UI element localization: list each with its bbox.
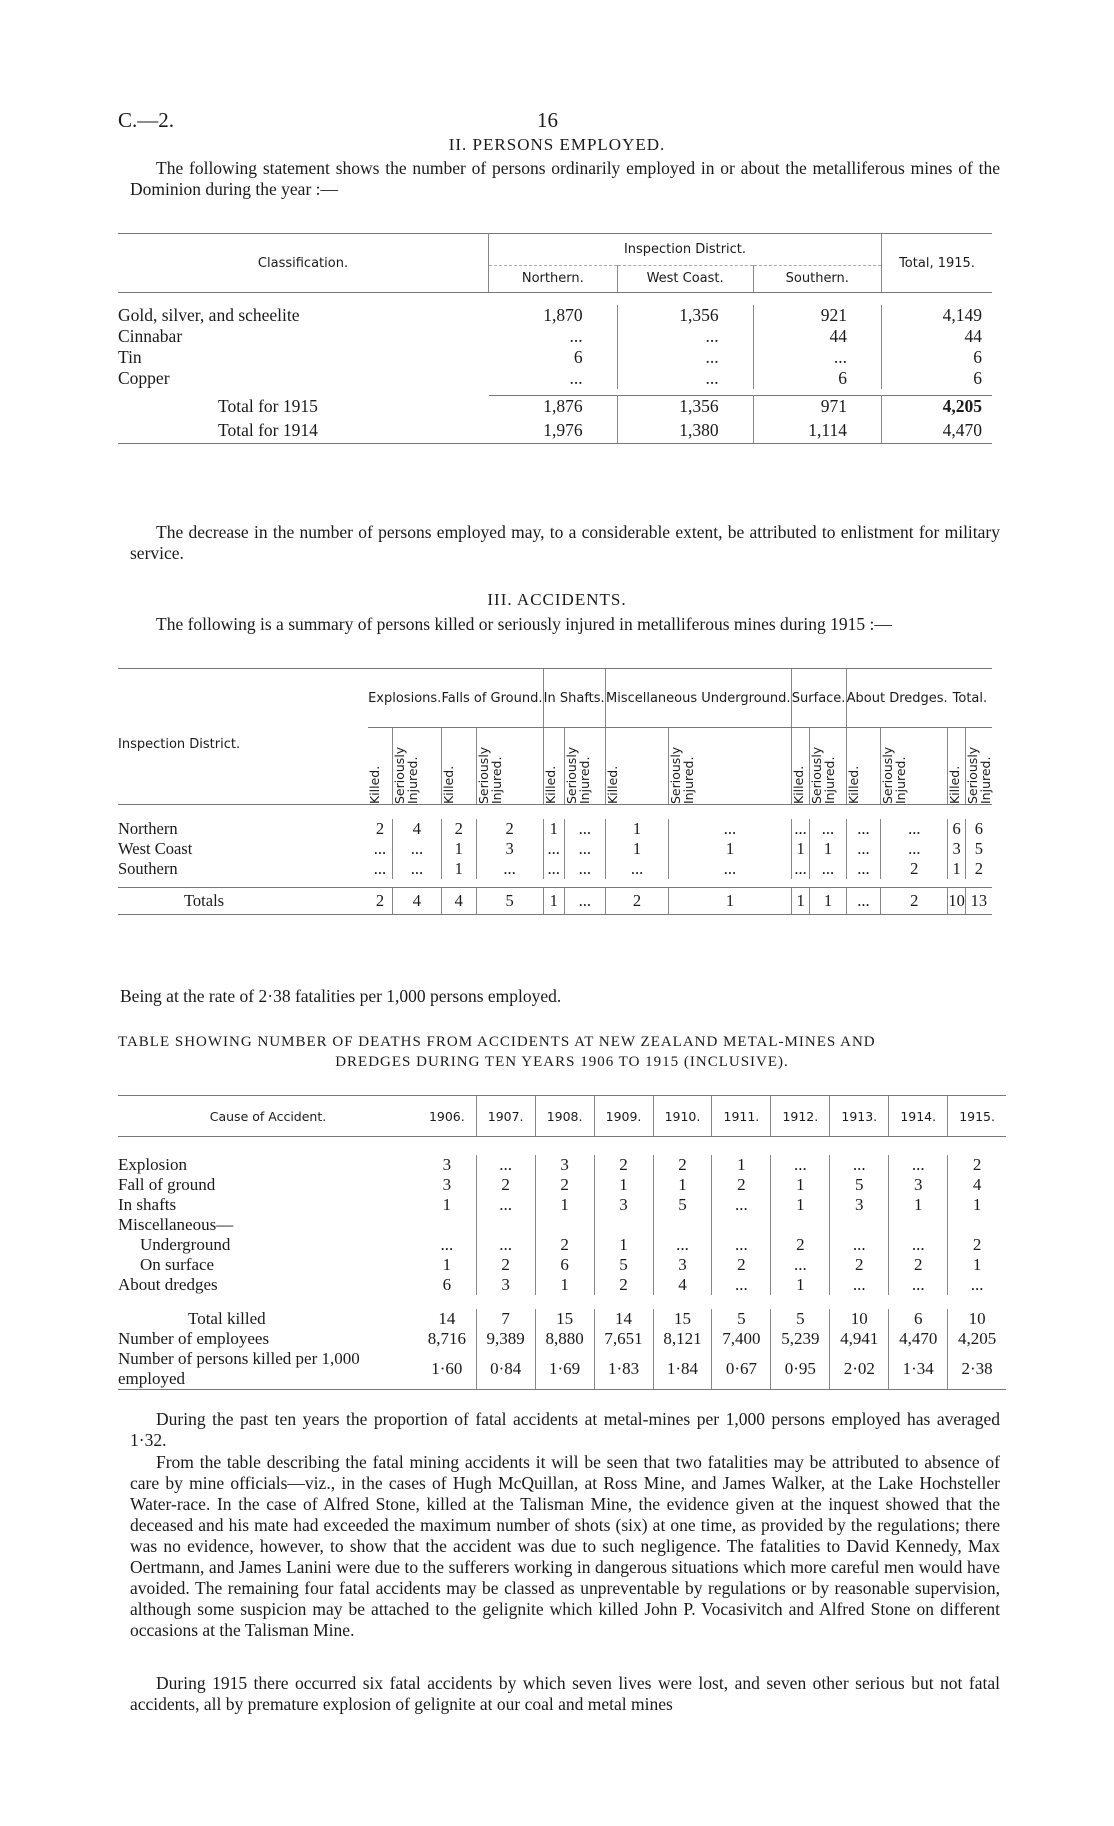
cell <box>535 1215 594 1235</box>
cell: 1 <box>712 1155 771 1175</box>
col-northern: Northern. <box>489 265 618 292</box>
cell <box>476 1215 535 1235</box>
cell: ... <box>564 888 605 915</box>
cell: 6 <box>535 1255 594 1275</box>
cell: 1·34 <box>889 1349 948 1390</box>
cell-total: 6 <box>973 347 982 367</box>
cell: 1 <box>441 839 476 859</box>
deaths-table <box>118 1095 1006 1390</box>
cell: 5 <box>965 839 992 859</box>
cell: 1 <box>669 888 791 915</box>
cell: 1 <box>594 1235 653 1255</box>
cell: ... <box>653 1235 712 1255</box>
cell: 4 <box>392 888 441 915</box>
row-label: Tin <box>118 347 142 367</box>
row-label: Fall of ground <box>118 1175 216 1194</box>
table-row-total <box>118 417 992 444</box>
table-row <box>118 839 992 859</box>
cell: 4,941 <box>830 1329 889 1349</box>
row-label: About dredges <box>118 1275 218 1294</box>
cell: 2 <box>712 1255 771 1275</box>
cell: ... <box>543 839 564 859</box>
cell-westcoast: ... <box>617 368 753 389</box>
cell: 6 <box>889 1309 948 1329</box>
cell-northern: ... <box>489 326 618 347</box>
cell <box>712 1215 771 1235</box>
cell: 2 <box>535 1175 594 1195</box>
subcol-killed: Killed. <box>368 728 392 805</box>
cell: 1 <box>948 859 966 879</box>
cell: 2 <box>830 1255 889 1275</box>
table-row-total-killed <box>118 1309 1006 1329</box>
row-label: Totals <box>118 888 368 915</box>
col-inspection-district: Inspection District. <box>489 234 882 266</box>
col-in-shafts: In Shafts. <box>543 669 605 728</box>
cell: 7 <box>476 1309 535 1329</box>
table-row-employees <box>118 1329 1006 1349</box>
cell: 2 <box>594 1275 653 1295</box>
table-row <box>118 368 992 389</box>
row-label: In shafts <box>118 1195 177 1214</box>
cell: 1 <box>605 819 668 839</box>
fatality-rate: Being at the rate of 2·38 fatalities per 1,000 persons employed. <box>120 986 562 1006</box>
cell-total: 4,149 <box>942 305 982 325</box>
subcol-injured: Seriously Injured. <box>392 728 441 805</box>
section3-intro: The following is a summary of persons killed or seriously injured in metalliferous mines during 1915 :— <box>156 614 892 634</box>
cell: 15 <box>535 1309 594 1329</box>
cell <box>771 1215 830 1235</box>
cell: ... <box>889 1155 948 1175</box>
cell: 3 <box>653 1255 712 1275</box>
cell: 2 <box>441 819 476 839</box>
cell: 4 <box>948 1175 1006 1195</box>
cell: 3 <box>594 1195 653 1215</box>
table-row-per-thousand <box>118 1349 1006 1390</box>
table-row <box>118 305 992 326</box>
row-label: Cinnabar <box>118 326 183 346</box>
cell: 3 <box>476 1275 535 1295</box>
table-row <box>118 1235 1006 1255</box>
col-westcoast: West Coast. <box>617 265 753 292</box>
cell: 2 <box>375 819 385 838</box>
cell: 1 <box>669 839 791 859</box>
cell: 1 <box>948 1195 1006 1215</box>
cell-southern: 971 <box>753 396 881 418</box>
cell: 1·60 <box>418 1349 476 1390</box>
cell <box>653 1215 712 1235</box>
section-heading-accidents: III. ACCIDENTS. <box>487 590 627 609</box>
cell-westcoast: 1,356 <box>617 305 753 326</box>
cell-northern: 1,976 <box>489 417 618 444</box>
cell: 1 <box>948 1255 1006 1275</box>
cell: 2 <box>476 1175 535 1195</box>
section2-intro: The following statement shows the number of persons ordinarily employed in or about the metalliferous mines of the Dominion during the year :— <box>130 158 1000 199</box>
table-row <box>118 1215 1006 1235</box>
table-row <box>118 1255 1006 1275</box>
col-explosions: Explosions. <box>368 669 441 728</box>
cell: 8,716 <box>427 1329 466 1348</box>
cell: 1 <box>535 1195 594 1215</box>
cell: ... <box>830 1235 889 1255</box>
table-row <box>118 326 992 347</box>
cell: ... <box>543 859 564 879</box>
cell: ... <box>830 1275 889 1295</box>
cell-westcoast: ... <box>617 347 753 368</box>
cell: 2 <box>881 859 948 879</box>
cell-total: 4,205 <box>882 396 993 418</box>
cell: 1 <box>791 839 810 859</box>
cell: 1 <box>791 888 810 915</box>
row-label: Number of employees <box>118 1329 270 1348</box>
cell: 5 <box>653 1195 712 1215</box>
cell: 4,470 <box>889 1329 948 1349</box>
cell: 1 <box>535 1275 594 1295</box>
table-row <box>118 1175 1006 1195</box>
deaths-table-body <box>118 1155 1006 1390</box>
cell: 0·67 <box>712 1349 771 1390</box>
cell: 10 <box>948 1309 1006 1329</box>
cell: 3 <box>535 1155 594 1175</box>
cell: 2 <box>948 1155 1006 1175</box>
cell: ... <box>771 1255 830 1275</box>
row-label: Underground <box>140 1235 231 1254</box>
cell: ... <box>373 859 387 878</box>
cell: ... <box>476 1235 535 1255</box>
cell: ... <box>810 859 846 879</box>
col-total: Total. <box>948 669 992 728</box>
cell: ... <box>881 839 948 859</box>
cell: 9,389 <box>476 1329 535 1349</box>
cell: 3 <box>948 839 966 859</box>
row-label: Gold, silver, and scheelite <box>118 305 300 325</box>
col-southern: Southern. <box>753 265 881 292</box>
cell: 2 <box>653 1155 712 1175</box>
cell-southern: 1,114 <box>753 417 881 444</box>
cell: 2 <box>535 1235 594 1255</box>
cell: 0·95 <box>771 1349 830 1390</box>
col-district <box>118 669 368 805</box>
cell: ... <box>712 1235 771 1255</box>
cell: 5 <box>594 1255 653 1275</box>
cell: 14 <box>438 1309 456 1328</box>
cell: 5 <box>830 1175 889 1195</box>
deaths-table-title-line2: DREDGES DURING TEN YEARS 1906 TO 1915 (INCLUSIVE). <box>335 1054 789 1070</box>
cell: ... <box>440 1235 454 1254</box>
cell-total: 44 <box>964 326 982 346</box>
cell: 8,880 <box>535 1329 594 1349</box>
cell: 1·84 <box>653 1349 712 1390</box>
col-year: 1906. <box>418 1096 476 1137</box>
cell: 2 <box>476 1255 535 1275</box>
cell: 2 <box>948 1235 1006 1255</box>
cell: 2 <box>712 1175 771 1195</box>
subcol-killed: Killed. <box>441 728 476 805</box>
col-year: 1908. <box>535 1096 594 1137</box>
table-row <box>118 347 992 368</box>
row-label: Northern <box>118 819 178 838</box>
cell: ... <box>846 888 881 915</box>
cell: 1 <box>810 888 846 915</box>
table-row <box>118 819 992 839</box>
deaths-table-title-line1: TABLE SHOWING NUMBER OF DEATHS FROM ACCIDENTS AT NEW ZEALAND METAL-MINES AND <box>118 1034 876 1050</box>
col-year: 1907. <box>476 1096 535 1137</box>
cell-westcoast: 1,380 <box>617 417 753 444</box>
col-year: 1913. <box>830 1096 889 1137</box>
cell: 7,400 <box>712 1329 771 1349</box>
cell: ... <box>392 839 441 859</box>
closing-para-3: During 1915 there occurred six fatal accidents by which seven lives were lost, and seven other serious but not fatal accidents, all by premature explosion of gelignite at our coal and metal mines <box>130 1673 1000 1714</box>
cell: 1 <box>771 1175 830 1195</box>
cell: 1 <box>810 839 846 859</box>
cell: 5 <box>476 888 543 915</box>
persons-employed-table <box>118 233 992 444</box>
cell: ... <box>830 1155 889 1175</box>
col-total-1915: Total, 1915. <box>882 234 993 293</box>
row-label: West Coast <box>118 839 193 858</box>
cell-southern: 44 <box>753 326 881 347</box>
cell: ... <box>476 1195 535 1215</box>
cell: 1 <box>653 1175 712 1195</box>
cell: 3 <box>476 839 543 859</box>
cell <box>830 1215 889 1235</box>
subcol-injured: Seriously Injured. <box>564 728 605 805</box>
cell-northern: 1,876 <box>489 396 618 418</box>
cell <box>594 1215 653 1235</box>
table-row-total <box>118 888 992 915</box>
table-row <box>118 1155 1006 1175</box>
cell: ... <box>476 859 543 879</box>
col-year: 1911. <box>712 1096 771 1137</box>
cell: ... <box>564 839 605 859</box>
row-label: On surface <box>140 1255 215 1274</box>
cell: 2 <box>368 888 392 915</box>
cell: 6 <box>965 819 992 839</box>
subcol-injured: Seriously Injured. <box>669 728 791 805</box>
cell: ... <box>889 1235 948 1255</box>
col-about-dredges: About Dredges. <box>846 669 948 728</box>
page-number: 16 <box>537 108 558 132</box>
cell: 10 <box>948 888 966 915</box>
cell: ... <box>605 859 668 879</box>
col-year: 1914. <box>889 1096 948 1137</box>
row-label: Total for 1915 <box>218 395 318 416</box>
cell: 5 <box>771 1309 830 1329</box>
cell: 1 <box>442 1255 452 1274</box>
cell: ... <box>791 819 810 839</box>
row-label: Total killed <box>188 1309 266 1328</box>
cell: 14 <box>594 1309 653 1329</box>
table-row <box>118 1275 1006 1295</box>
page-ref: C.—2. <box>118 108 175 132</box>
subcol-killed: Killed. <box>605 728 668 805</box>
deaths-table-title <box>118 1032 1006 1072</box>
cell: ... <box>889 1275 948 1295</box>
cell: 2·02 <box>830 1349 889 1390</box>
cell: 4 <box>653 1275 712 1295</box>
col-classification: Classification. <box>118 234 489 293</box>
cell: 6 <box>442 1275 452 1294</box>
col-year: 1912. <box>771 1096 830 1137</box>
cell-northern: 1,870 <box>489 305 618 326</box>
cell: ... <box>712 1275 771 1295</box>
table-row <box>118 859 992 879</box>
cell: 2 <box>881 888 948 915</box>
cell: ... <box>373 839 387 858</box>
subcol-killed: Killed. <box>791 728 810 805</box>
section-heading-persons-employed: II. PERSONS EMPLOYED. <box>448 135 666 154</box>
subcol-killed: Killed. <box>846 728 881 805</box>
subcol-injured: Seriously Injured. <box>881 728 948 805</box>
row-label: Southern <box>118 859 178 878</box>
cell <box>418 1215 476 1235</box>
cell <box>948 1215 1006 1235</box>
cell: 3 <box>830 1195 889 1215</box>
subcol-killed: Killed. <box>543 728 564 805</box>
cell: 15 <box>653 1309 712 1329</box>
cell: 3 <box>442 1155 452 1174</box>
cell-southern: 6 <box>753 368 881 389</box>
table-row-total <box>118 396 992 418</box>
cell: ... <box>771 1155 830 1175</box>
cell: 6 <box>948 819 966 839</box>
closing-para-2: From the table describing the fatal mining accidents it will be seen that two fatalities may be attributed to absence of care by mine officials—viz., in the cases of Hugh McQuillan, at Ross Mine, and James Walker, at the Lake Hochsteller Water-race. In the case of Alfred Stone, killed at the Talisman Mine, the evidence given at the inquest showed that the deceased and his mate had exceeded the maximum number of shots (six) at one time, as provided by the regulations; there was no evidence, however, to show that the accident was due to such negligence. The fatalities to David Kennedy, Max Oertmann, and James Lanini were due to the sufferers working in dangerous situations which more careful men would have avoided. The remaining four fatal accidents may be classed as unpreventable by regulations or by reasonable supervision, although some suspicion may be attached to the gelignite which killed John P. Vocasivitch and Alfred Stone on different occasions at the Talisman Mine. <box>130 1452 1000 1640</box>
row-label: Explosion <box>118 1155 187 1174</box>
cell: ... <box>948 1275 1006 1295</box>
cell: ... <box>564 819 605 839</box>
section2-note: The decrease in the number of persons employed may, to a considerable extent, be attributed to enlistment for military service. <box>130 522 1000 563</box>
cell: ... <box>476 1155 535 1175</box>
accidents-table <box>118 668 992 915</box>
cell: 1 <box>605 839 668 859</box>
cell: 13 <box>965 888 992 915</box>
cell-westcoast: 1,356 <box>617 396 753 418</box>
row-label: Total for 1914 <box>118 417 489 444</box>
cell: 4,205 <box>948 1329 1006 1349</box>
cell: 2 <box>771 1235 830 1255</box>
cell: 10 <box>830 1309 889 1329</box>
cell: ... <box>669 859 791 879</box>
cell: 8,121 <box>653 1329 712 1349</box>
cell-westcoast: ... <box>617 326 753 347</box>
cell: 4 <box>392 819 441 839</box>
col-misc-underground: Miscellaneous Underground. <box>605 669 791 728</box>
cell: 3 <box>442 1175 452 1194</box>
cell: 1 <box>771 1275 830 1295</box>
subcol-injured: Seriously Injured. <box>476 728 543 805</box>
row-label: Miscellaneous— <box>118 1215 234 1234</box>
cell: ... <box>669 819 791 839</box>
cell-total: 6 <box>973 368 982 388</box>
cell-northern: 6 <box>489 347 618 368</box>
cell: 1 <box>889 1195 948 1215</box>
col-surface: Surface. <box>791 669 846 728</box>
cell: 2·38 <box>948 1349 1006 1390</box>
cell: 5,239 <box>771 1329 830 1349</box>
cell: 1·69 <box>535 1349 594 1390</box>
col-falls-of-ground: Falls of Ground. <box>441 669 543 728</box>
cell: ... <box>846 819 881 839</box>
cell: ... <box>810 819 846 839</box>
col-year: 1909. <box>594 1096 653 1137</box>
cell-southern: 921 <box>753 305 881 326</box>
cell: ... <box>392 859 441 879</box>
col-cause: Cause of Accident. <box>118 1096 418 1137</box>
subcol-injured: Seriously Injured. <box>965 728 992 805</box>
cell: 1 <box>442 1195 452 1214</box>
cell: 7,651 <box>594 1329 653 1349</box>
cell-total: 4,470 <box>882 417 993 444</box>
table-row <box>118 1195 1006 1215</box>
cell: 1 <box>543 888 564 915</box>
col-year: 1915. <box>948 1096 1006 1137</box>
cell: 2 <box>594 1155 653 1175</box>
cell: 1·83 <box>594 1349 653 1390</box>
cell: 2 <box>965 859 992 879</box>
cell: 1 <box>594 1175 653 1195</box>
cell: ... <box>881 819 948 839</box>
cell: ... <box>564 859 605 879</box>
closing-para-1: During the past ten years the proportion of fatal accidents at metal-mines per 1,000 persons employed has averaged 1·32. <box>130 1409 1000 1450</box>
cell: 1 <box>771 1195 830 1215</box>
cell: ... <box>846 859 881 879</box>
subcol-killed: Killed. <box>948 728 966 805</box>
cell: 0·84 <box>476 1349 535 1390</box>
col-district-label: Inspection District. <box>118 737 241 752</box>
cell: 5 <box>712 1309 771 1329</box>
cell: 3 <box>889 1175 948 1195</box>
col-year: 1910. <box>653 1096 712 1137</box>
cell-southern: ... <box>753 347 881 368</box>
cell: 1 <box>441 859 476 879</box>
row-label: Number of persons killed per 1,000 employed <box>118 1349 418 1390</box>
cell: 1 <box>543 819 564 839</box>
cell: 2 <box>605 888 668 915</box>
cell: 4 <box>441 888 476 915</box>
cell <box>889 1215 948 1235</box>
subcol-injured: Seriously Injured. <box>810 728 846 805</box>
cell: 2 <box>889 1255 948 1275</box>
cell: ... <box>846 839 881 859</box>
cell: ... <box>791 859 810 879</box>
cell: 2 <box>476 819 543 839</box>
cell: ... <box>712 1195 771 1215</box>
row-label: Copper <box>118 368 170 388</box>
cell-northern: ... <box>489 368 618 389</box>
